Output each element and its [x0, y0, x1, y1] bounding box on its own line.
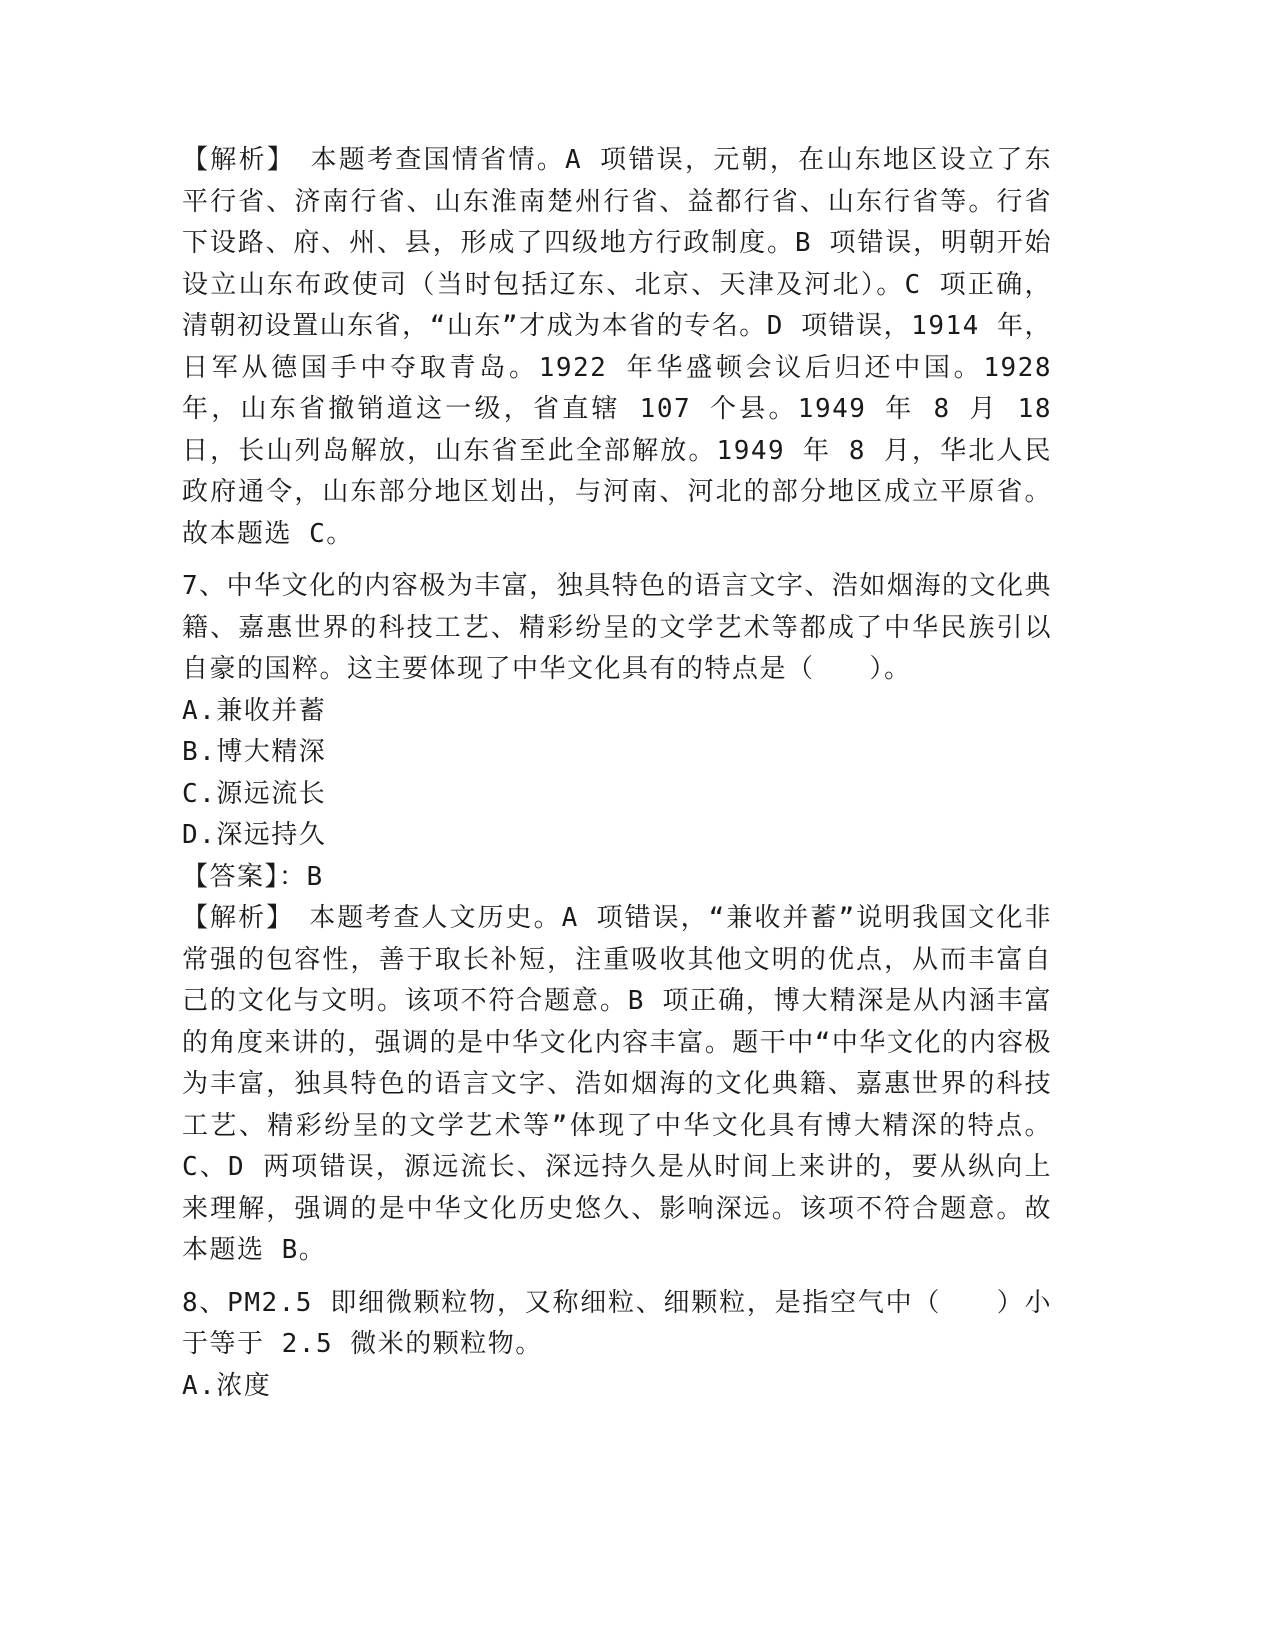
question-7-answer: 【答案】：B	[182, 861, 324, 892]
question-7-stem: 7、中华文化的内容极为丰富，独具特色的语言文字、浩如烟海的文化典籍、嘉惠世界的科技工艺、精彩纷呈的文学艺术等都成了中华民族引以自豪的国粹。这主要体现了中华文化具有的特点是（ ）。	[182, 571, 1052, 684]
document-page	[182, 140, 1052, 1407]
question-7-analysis: 【解析】 本题考查人文历史。A 项错误，“兼收并蓄”说明我国文化非常强的包容性，善于取长补短，注重吸收其他文明的优点，从而丰富自己的文化与文明。该项不符合题意。B 项正确，博大精深是从内涵丰富的角度来讲的，强调的是中华文化内容丰富。题干中“中华文化的内容极为丰富，独具特色的语言文字、浩如烟海的文化典籍、嘉惠世界的科技工艺、精彩纷呈的文学艺术等”体现了中华文化具有博大精深的特点。C、D 两项错误，源远流长、深远持久是从时间上来讲的，要从纵向上来理解，强调的是中华文化历史悠久、影响深远。该项不符合题意。故本题选 B。	[182, 903, 1052, 1265]
question-7-option-c: C.源远流长	[182, 778, 327, 809]
q6-analysis: 【解析】 本题考查国情省情。A 项错误，元朝，在山东地区设立了东平行省、济南行省、山东淮南楚州行省、益都行省、山东行省等。行省下设路、府、州、县，形成了四级地方行政制度。B 项错误，明朝开始设立山东布政使司（当时包括辽东、北京、天津及河北）。C 项正确，清朝初设置山东省，“山东”才成为本省的专名。D 项错误，1914 年，日军从德国手中夺取青岛。1922 年华盛顿会议后归还中国。1928 年，山东省撤销道这一级，省直辖 107 个县。1949 年 8 月 18 日，长山列岛解放，山东省至此全部解放。1949 年 8 月，华北人民政府通令，山东部分地区划出，与河南、河北的部分地区成立平原省。故本题选 C。	[182, 145, 1052, 549]
spacer	[182, 1272, 1052, 1283]
question-7-option-a: A.兼收并蓄	[182, 695, 327, 726]
spacer	[182, 555, 1052, 566]
question-8-stem: 8、PM2.5 即细微颗粒物，又称细粒、细颗粒，是指空气中（ ）小于等于 2.5 微米的颗粒物。	[182, 1287, 1052, 1359]
question-7-option-d: D.深远持久	[182, 820, 327, 850]
question-8-option-a: A.浓度	[182, 1370, 272, 1401]
question-7	[182, 566, 1052, 1272]
question-8	[182, 1283, 1052, 1408]
question-7-option-b: B.博大精深	[182, 737, 327, 767]
